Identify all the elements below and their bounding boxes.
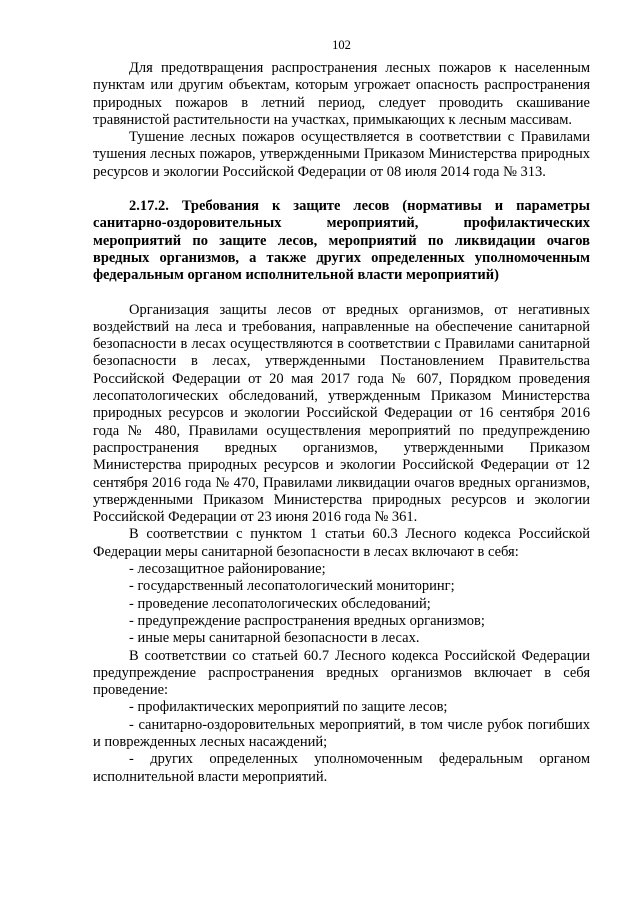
page-number: 102 [332, 38, 351, 52]
paragraph-forest-protection: Организация защиты лесов от вредных организмов, от негативных воздействий на леса и требования, направленные на обеспечение санитарной безопасности в лесах осуществляются в соответствии с Правилами санитарной безопасности в лесах, утвержденными Постановлением Правительства Российской Федерации от 20 мая 2017 года № 607, Порядком проведения лесопатологических обследований, утвержденным Приказом Министерства природных ресурсов и экологии Российской Федерации от 16 сентября 2016 года № 480, Правилами осуществления мероприятий по предупреждению распространения вредных организмов, утвержденными Приказом Министерства природных ресурсов и экологии Российской Федерации от 12 сентября 2016 года № 470, Правилами ликвидации очагов вредных организмов, утвержденными Приказом Министерства природных ресурсов и экологии Российской Федерации от 23 июня 2016 года № 361. [93, 301, 590, 526]
paragraph-prevention-intro: В соответствии со статьей 60.7 Лесного кодекса Российской Федерации предупреждение распространения вредных организмов включает в себя проведение: [93, 647, 590, 699]
list-item: - лесозащитное районирование; [129, 561, 326, 578]
paragraph-sanitary-measures-intro: В соответствии с пунктом 1 статьи 60.3 Лесного кодекса Российской Федерации меры санитарной безопасности в лесах включают в себя: [93, 526, 590, 560]
paragraph-fire-prevention: Для предотвращения распространения лесных пожаров к населенным пунктам или другим объектам, которым угрожает опасность распространения природных пожаров в летний период, следует проводить скашивание травянистой растительности на участках, примыкающих к лесным массивам. [93, 60, 590, 128]
list-item: - иные меры санитарной безопасности в лесах. [129, 630, 420, 647]
list-item: - государственный лесопатологический мониторинг; [129, 578, 455, 595]
paragraph-fire-extinguishing: Тушение лесных пожаров осуществляется в соответствии с Правилами тушения лесных пожаров, утвержденными Приказом Министерства природных ресурсов и экологии Российской Федерации от 08 июля 2014 года № 313. [93, 129, 590, 180]
document-body [93, 60, 590, 786]
list-item: - других определенных уполномоченным федеральным органом исполнительной власти мероприятий. [93, 751, 590, 785]
section-heading: 2.17.2. Требования к защите лесов (нормативы и параметры санитарно-оздоровительных мероприятий, профилактических мероприятий по защите лесов, мероприятий по ликвидации очагов вредных организмов, а также других определенных уполномоченным федеральным органом исполнительной власти мероприятий) [93, 198, 590, 284]
list-item: - профилактических мероприятий по защите лесов; [129, 699, 448, 716]
list-item: - предупреждение распространения вредных организмов; [129, 612, 485, 629]
list-item: - санитарно-оздоровительных мероприятий, в том числе рубок погибших и поврежденных лесных насаждений; [93, 716, 590, 750]
list-item: - проведение лесопатологических обследований; [129, 595, 431, 612]
